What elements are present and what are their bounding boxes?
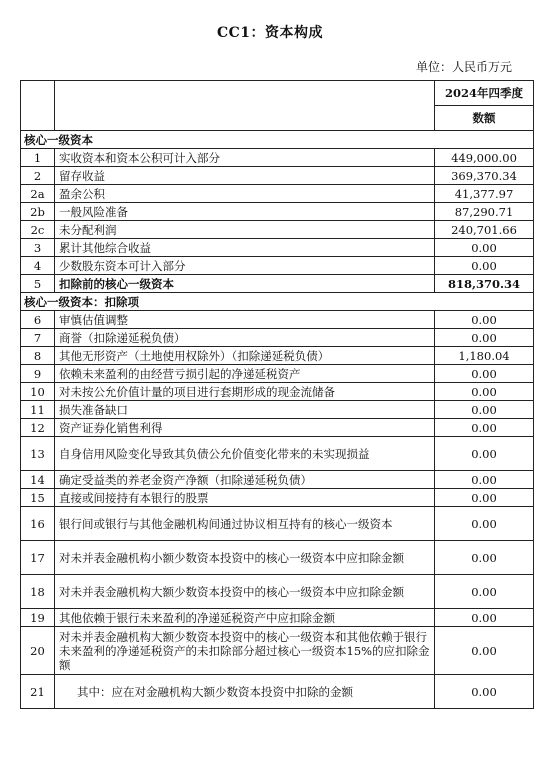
table-row [21, 203, 534, 221]
table-row [21, 257, 534, 275]
row-number: 5 [21, 275, 55, 293]
row-item: 自身信用风险变化导致其负债公允价值变化带来的未实现损益 [55, 437, 435, 471]
table-row [21, 365, 534, 383]
row-value: 0.00 [435, 541, 534, 575]
row-value: 0.00 [435, 675, 534, 709]
row-value: 0.00 [435, 627, 534, 675]
row-number: 21 [21, 675, 55, 709]
section-label: 核心一级资本：扣除项 [21, 293, 534, 311]
row-item: 直接或间接持有本银行的股票 [55, 489, 435, 507]
row-value: 0.00 [435, 575, 534, 609]
row-number: 19 [21, 609, 55, 627]
table-row [21, 419, 534, 437]
row-number: 17 [21, 541, 55, 575]
header-blank-cell [21, 81, 55, 131]
table-row [21, 347, 534, 365]
row-value: 0.00 [435, 383, 534, 401]
table-row [21, 221, 534, 239]
row-number: 1 [21, 149, 55, 167]
row-value: 0.00 [435, 257, 534, 275]
table-row [21, 167, 534, 185]
row-number: 13 [21, 437, 55, 471]
page-title: CC1：资本构成 [216, 25, 324, 41]
row-item: 累计其他综合收益 [55, 239, 435, 257]
row-value: 87,290.71 [435, 203, 534, 221]
row-value: 240,701.66 [435, 221, 534, 239]
section-row [21, 131, 534, 149]
row-number: 4 [21, 257, 55, 275]
row-item: 对未按公允价值计量的项目进行套期形成的现金流储备 [55, 383, 435, 401]
row-item: 一般风险准备 [55, 203, 435, 221]
header-row [21, 81, 534, 106]
row-item: 确定受益类的养老金资产净额（扣除递延税负债） [55, 471, 435, 489]
row-value: 0.00 [435, 329, 534, 347]
table-row-subtotal [21, 275, 534, 293]
table-row [21, 675, 534, 709]
row-value: 449,000.00 [435, 149, 534, 167]
table-row [21, 507, 534, 541]
table-row [21, 239, 534, 257]
table-row [21, 311, 534, 329]
row-number: 18 [21, 575, 55, 609]
row-item: 未分配利润 [55, 221, 435, 239]
row-item: 其他无形资产（土地使用权除外）（扣除递延税负债） [55, 347, 435, 365]
row-item: 银行间或银行与其他金融机构间通过协议相互持有的核心一级资本 [55, 507, 435, 541]
row-item: 商誉（扣除递延税负债） [55, 329, 435, 347]
row-item: 留存收益 [55, 167, 435, 185]
table-row [21, 627, 534, 675]
table-row [21, 185, 534, 203]
row-item: 扣除前的核心一级资本 [55, 275, 435, 293]
table-row [21, 437, 534, 471]
row-value: 0.00 [435, 609, 534, 627]
row-number: 2a [21, 185, 55, 203]
row-number: 12 [21, 419, 55, 437]
row-number: 2c [21, 221, 55, 239]
row-value: 0.00 [435, 419, 534, 437]
row-value: 369,370.34 [435, 167, 534, 185]
row-item: 审慎估值调整 [55, 311, 435, 329]
row-value: 0.00 [435, 507, 534, 541]
table-row [21, 575, 534, 609]
table-row [21, 401, 534, 419]
row-item: 对未并表金融机构大额少数资本投资中的核心一级资本和其他依赖于银行未来盈利的净递延税资产的未扣除部分超过核心一级资本15%的应扣除金额 [55, 627, 435, 675]
row-value: 0.00 [435, 489, 534, 507]
table-row [21, 329, 534, 347]
row-item: 资产证券化销售利得 [55, 419, 435, 437]
row-value: 0.00 [435, 239, 534, 257]
row-value: 0.00 [435, 471, 534, 489]
row-value: 0.00 [435, 311, 534, 329]
row-item: 对未并表金融机构小额少数资本投资中的核心一级资本中应扣除金额 [55, 541, 435, 575]
row-number: 10 [21, 383, 55, 401]
row-number: 6 [21, 311, 55, 329]
table-row [21, 609, 534, 627]
row-value: 0.00 [435, 365, 534, 383]
row-item: 少数股东资本可计入部分 [55, 257, 435, 275]
row-item: 损失准备缺口 [55, 401, 435, 419]
table-row [21, 149, 534, 167]
row-value: 1,180.04 [435, 347, 534, 365]
row-number: 15 [21, 489, 55, 507]
header-period: 2024年四季度 [435, 81, 534, 106]
row-value: 0.00 [435, 401, 534, 419]
row-number: 8 [21, 347, 55, 365]
table-row [21, 489, 534, 507]
table-row [21, 471, 534, 489]
row-value: 818,370.34 [435, 275, 534, 293]
row-item: 其他依赖于银行未来盈利的净递延税资产中应扣除金额 [55, 609, 435, 627]
row-number: 3 [21, 239, 55, 257]
section-row [21, 293, 534, 311]
row-number: 16 [21, 507, 55, 541]
row-number: 11 [21, 401, 55, 419]
row-item: 盈余公积 [55, 185, 435, 203]
row-number: 2 [21, 167, 55, 185]
header-blank-cell [55, 81, 435, 131]
row-number: 14 [21, 471, 55, 489]
row-number: 9 [21, 365, 55, 383]
row-value: 41,377.97 [435, 185, 534, 203]
row-item: 依赖未来盈利的由经营亏损引起的净递延税资产 [55, 365, 435, 383]
row-item: 对未并表金融机构大额少数资本投资中的核心一级资本中应扣除金额 [55, 575, 435, 609]
header-amount: 数额 [435, 106, 534, 131]
row-number: 7 [21, 329, 55, 347]
capital-composition-table [20, 80, 534, 709]
section-label: 核心一级资本 [21, 131, 534, 149]
row-number: 20 [21, 627, 55, 675]
row-value: 0.00 [435, 437, 534, 471]
table-row [21, 383, 534, 401]
row-item: 其中：应在对金融机构大额少数资本投资中扣除的金额 [55, 675, 435, 709]
unit-label: 单位：人民币万元 [415, 60, 512, 74]
row-number: 2b [21, 203, 55, 221]
table-row [21, 541, 534, 575]
row-item: 实收资本和资本公积可计入部分 [55, 149, 435, 167]
